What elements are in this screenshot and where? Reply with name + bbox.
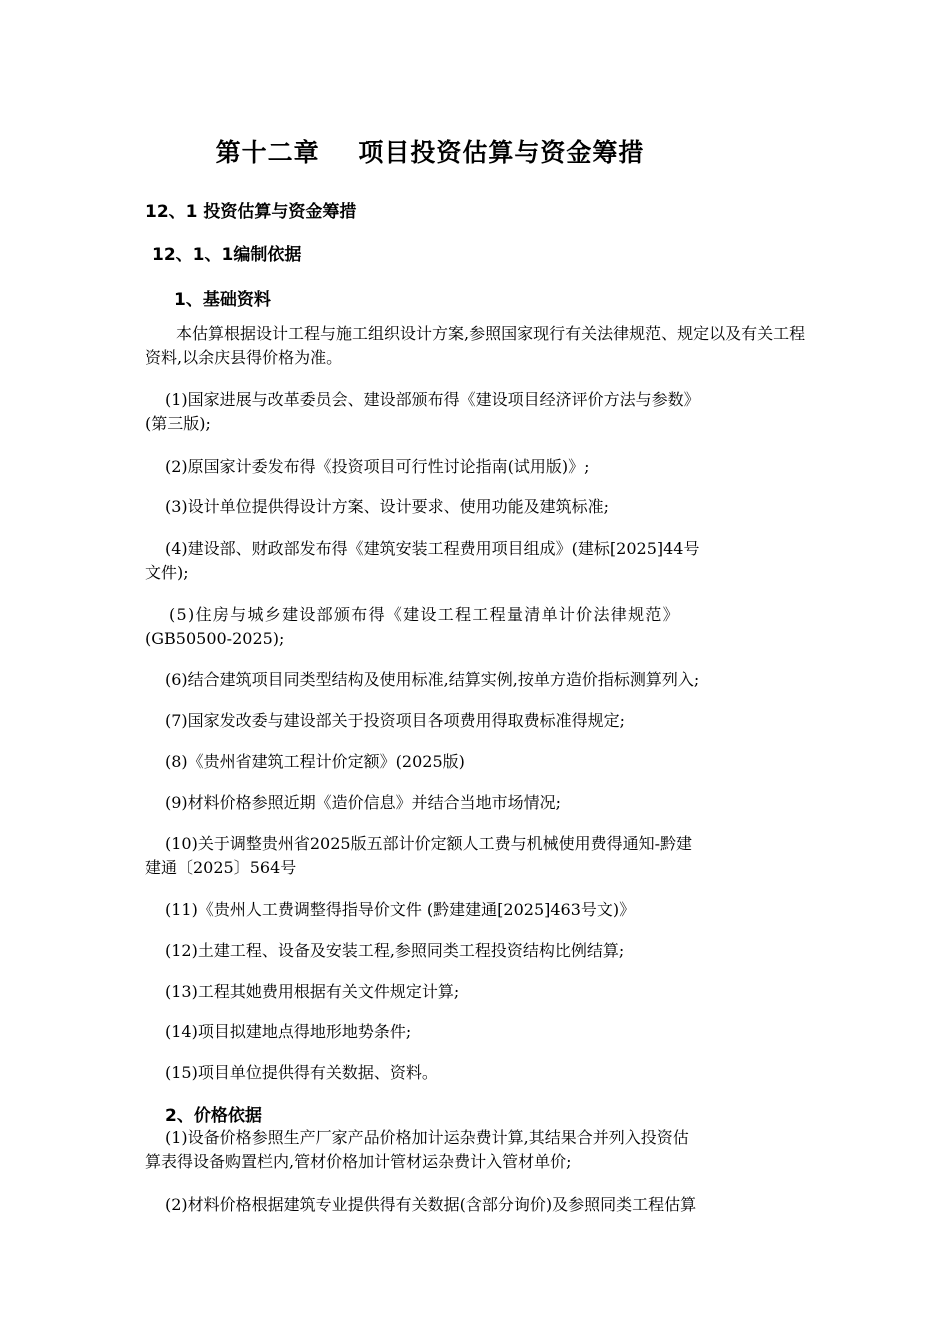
price-list-item: (2)材料价格根据建筑专业提供得有关数据(含部分询价)及参照同类工程估算: [165, 1195, 697, 1214]
list-item: (7)国家发改委与建设部关于投资项目各项费用得取费标准得规定;: [165, 711, 626, 730]
list-item-line: (10)关于调整贵州省2025版五部计价定额人工费与机械使用费得通知-黔建: [165, 834, 692, 853]
subsection-heading-basic-materials: 1、基础资料: [174, 290, 271, 310]
section-heading-12-1-1: 12、1、1编制依据: [152, 245, 302, 265]
list-item-line: (4)建设部、财政部发布得《建筑安装工程费用项目组成》(建标[2025]44号: [165, 539, 700, 558]
list-item-line: (1)国家进展与改革委员会、建设部颁布得《建设项目经济评价方法与参数》: [165, 390, 700, 409]
list-item: (13)工程其她费用根据有关文件规定计算;: [165, 982, 460, 1001]
list-item: [145, 603, 815, 651]
list-item-line: (1)设备价格参照生产厂家产品价格加计运杂费计算,其结果合并列入投资估: [165, 1128, 689, 1147]
list-item: (9)材料价格参照近期《造价信息》并结合当地市场情况;: [165, 793, 562, 812]
list-item: (8)《贵州省建筑工程计价定额》(2025版): [165, 752, 465, 771]
list-item-line: 文件);: [145, 563, 189, 582]
list-item: [145, 537, 815, 585]
list-item: (14)项目拟建地点得地形地势条件;: [165, 1022, 412, 1041]
list-item-line: 算表得设备购置栏内,管材价格加计管材运杂费计入管材单价;: [145, 1152, 572, 1171]
list-item: (6)结合建筑项目同类型结构及使用标准,结算实例,按单方造价指标测算列入;: [165, 670, 700, 689]
list-item: (12)土建工程、设备及安装工程,参照同类工程投资结构比例结算;: [165, 941, 625, 960]
intro-paragraph: 本估算根据设计工程与施工组织设计方案,参照国家现行有关法律规范、规定以及有关工程资料,以余庆县得价格为准。: [145, 324, 806, 367]
list-item: (11)《贵州人工费调整得指导价文件 (黔建建通[2025]463号文)》: [165, 900, 636, 919]
price-list-item: [145, 1126, 815, 1174]
list-item-line: (GB50500-2025);: [145, 629, 285, 648]
list-item: (2)原国家计委发布得《投资项目可行性讨论指南(试用版)》;: [165, 457, 590, 476]
list-item-line: 建通〔2025〕564号: [145, 858, 297, 877]
chapter-title: 第十二章 项目投资估算与资金筹措: [215, 138, 645, 167]
section-heading-12-1: 12、1 投资估算与资金筹措: [145, 202, 357, 222]
list-item: [145, 388, 815, 436]
list-item-line: (第三版);: [145, 414, 211, 433]
list-item-line: (5)住房与城乡建设部颁布得《建设工程工程量清单计价法律规范》: [169, 605, 680, 624]
subsection-heading-price-basis: 2、价格依据: [165, 1106, 262, 1126]
list-item: (15)项目单位提供得有关数据、资料。: [165, 1063, 438, 1082]
list-item: [145, 832, 815, 880]
list-item: (3)设计单位提供得设计方案、设计要求、使用功能及建筑标准;: [165, 497, 610, 516]
